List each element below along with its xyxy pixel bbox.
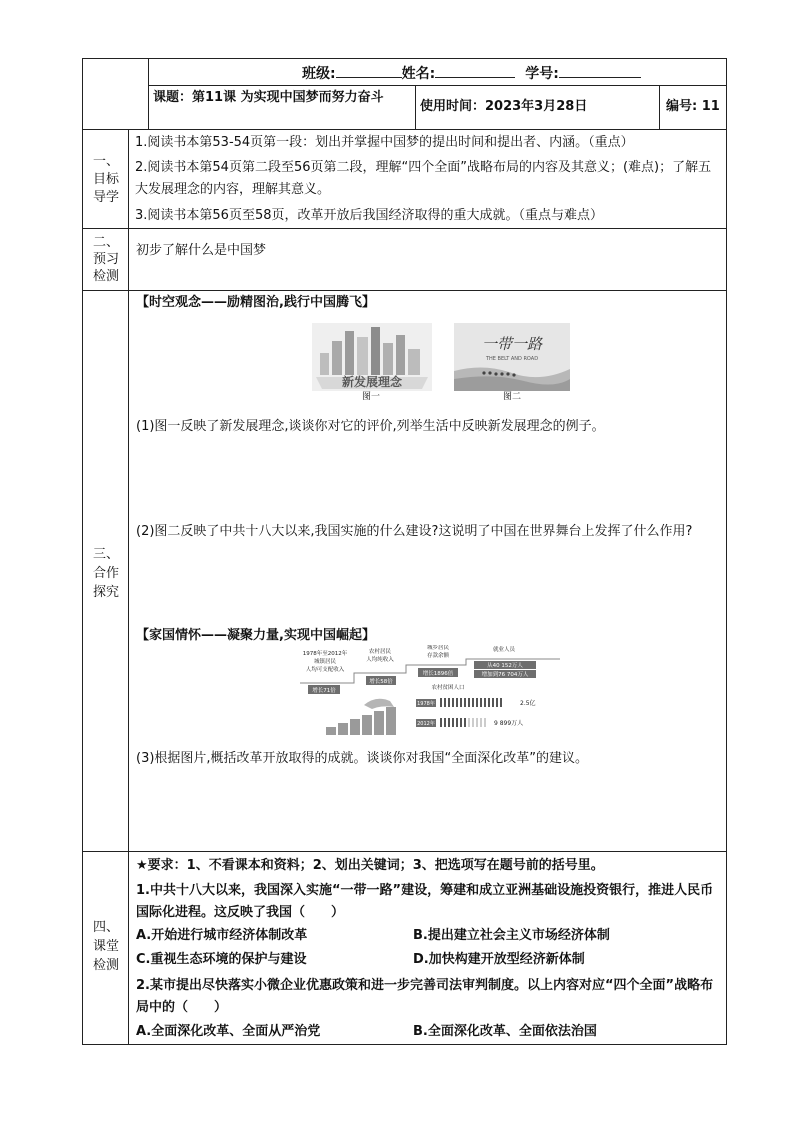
- goal-item: 1.阅读书本第53-54页第一段：划出并掌握中国梦的提出时间和提出者、内涵。（重点）: [135, 135, 634, 150]
- info-text: 2.5亿: [520, 700, 536, 707]
- section-label-goals: 一、目标导学: [92, 154, 119, 205]
- figure2-subtitle: THE BELT AND ROAD: [485, 356, 539, 362]
- test-q1-option-b[interactable]: B.提出建立社会主义市场经济体制: [413, 928, 610, 943]
- use-time: 使用时间：2023年3月28日: [420, 99, 588, 114]
- preview-question: 初步了解什么是中国梦: [136, 243, 267, 258]
- info-text: 城乡居民: [426, 645, 450, 651]
- figure1-title: 新发展理念: [341, 375, 403, 389]
- figure-new-development-concept: [312, 323, 432, 391]
- info-text: 人均纯收入: [366, 657, 394, 663]
- info-text: 9 899万人: [494, 720, 524, 727]
- theme-homeland: 【家国情怀——凝聚力量,实现中国崛起】: [136, 628, 375, 643]
- info-text: 增长58倍: [369, 679, 393, 685]
- figure2-caption: 图二: [503, 392, 522, 402]
- name-label: 姓名:: [401, 66, 436, 82]
- figure2-title: 一带一路: [481, 335, 543, 353]
- class-blank[interactable]: [336, 63, 402, 78]
- info-text: 就业人员: [492, 647, 516, 653]
- explore-question-2: (2)图二反映了中共十八大以来,我国实施的什么建设?这说明了中国在世界舞台上发挥了什么作用?: [136, 524, 693, 539]
- test-q1-option-a[interactable]: A.开始进行城市经济体制改革: [136, 928, 308, 943]
- info-text: 增长1896倍: [422, 671, 454, 677]
- info-text: 1978年: [417, 701, 435, 707]
- info-text: 1978年至2012年: [302, 651, 348, 657]
- test-question-2: 2.某市提出尽快落实小微企业优惠政策和进一步完善司法审判制度。以上内容对应“四个全面”战略布局中的（ ）: [136, 978, 714, 1015]
- name-blank[interactable]: [435, 63, 515, 78]
- goal-item: 3.阅读书本第56页至58页，改革开放后我国经济取得的重大成就。（重点与难点）: [135, 208, 603, 223]
- info-text: 从40 152万人: [487, 663, 523, 669]
- explore-question-1: (1)图一反映了新发展理念,谈谈你对它的评价,列举生活中反映新发展理念的例子。: [136, 419, 605, 434]
- info-text: 城镇居民: [313, 659, 337, 665]
- info-text: 农村贫困人口: [431, 685, 465, 691]
- goal-item: 2.阅读书本第54页第二段至56页第二段，理解“四个全面”战略布局的内容及其意义；(难点)；了解五大发展理念的内容，理解其意义。: [135, 160, 712, 197]
- reform-achievements-infographic: [298, 645, 560, 737]
- test-requirements: ★要求：1、不看课本和资料；2、划出关键词；3、把选项写在题号前的括号里。: [136, 858, 604, 873]
- header-info-line: [302, 63, 641, 83]
- section-label-preview: 二、预习检测: [92, 235, 119, 284]
- test-q2-option-b[interactable]: B.全面深化改革、全面依法治国: [413, 1024, 597, 1039]
- section-label-explore: 三、合作探究: [92, 547, 119, 600]
- figure-belt-and-road: [454, 323, 570, 391]
- id-label: 学号:: [525, 66, 559, 82]
- info-text: 农村居民: [368, 649, 392, 655]
- info-text: 增长71倍: [312, 688, 336, 694]
- theme-time-space: 【时空观念——励精图治,践行中国腾飞】: [136, 295, 375, 310]
- serial-number: 编号: 11: [666, 99, 720, 114]
- section-label-test: 四、课堂检测: [92, 920, 119, 973]
- info-text: 存款余额: [426, 653, 450, 659]
- info-text: 增加到76 704万人: [481, 672, 529, 678]
- test-q1-option-d[interactable]: D.加快构建开放型经济新体制: [413, 952, 585, 967]
- test-q1-option-c[interactable]: C.重视生态环境的保护与建设: [136, 952, 307, 967]
- test-question-1: 1.中共十八大以来，我国深入实施“一带一路”建设，筹建和成立亚洲基础设施投资银行，推进人民币国际化进程。这反映了我国（ ）: [136, 883, 714, 920]
- topic-title: 课题：第11课 为实现中国梦而努力奋斗: [153, 90, 384, 105]
- id-blank[interactable]: [559, 63, 641, 78]
- explore-question-3: (3)根据图片,概括改革开放取得的成就。谈谈你对我国“全面深化改革”的建议。: [136, 751, 589, 766]
- info-text: 人均可支配收入: [305, 667, 345, 673]
- figure1-caption: 图一: [362, 392, 381, 402]
- test-q2-option-a[interactable]: A.全面深化改革、全面从严治党: [136, 1024, 321, 1039]
- class-label: 班级:: [302, 66, 336, 82]
- info-text: 2012年: [417, 721, 435, 727]
